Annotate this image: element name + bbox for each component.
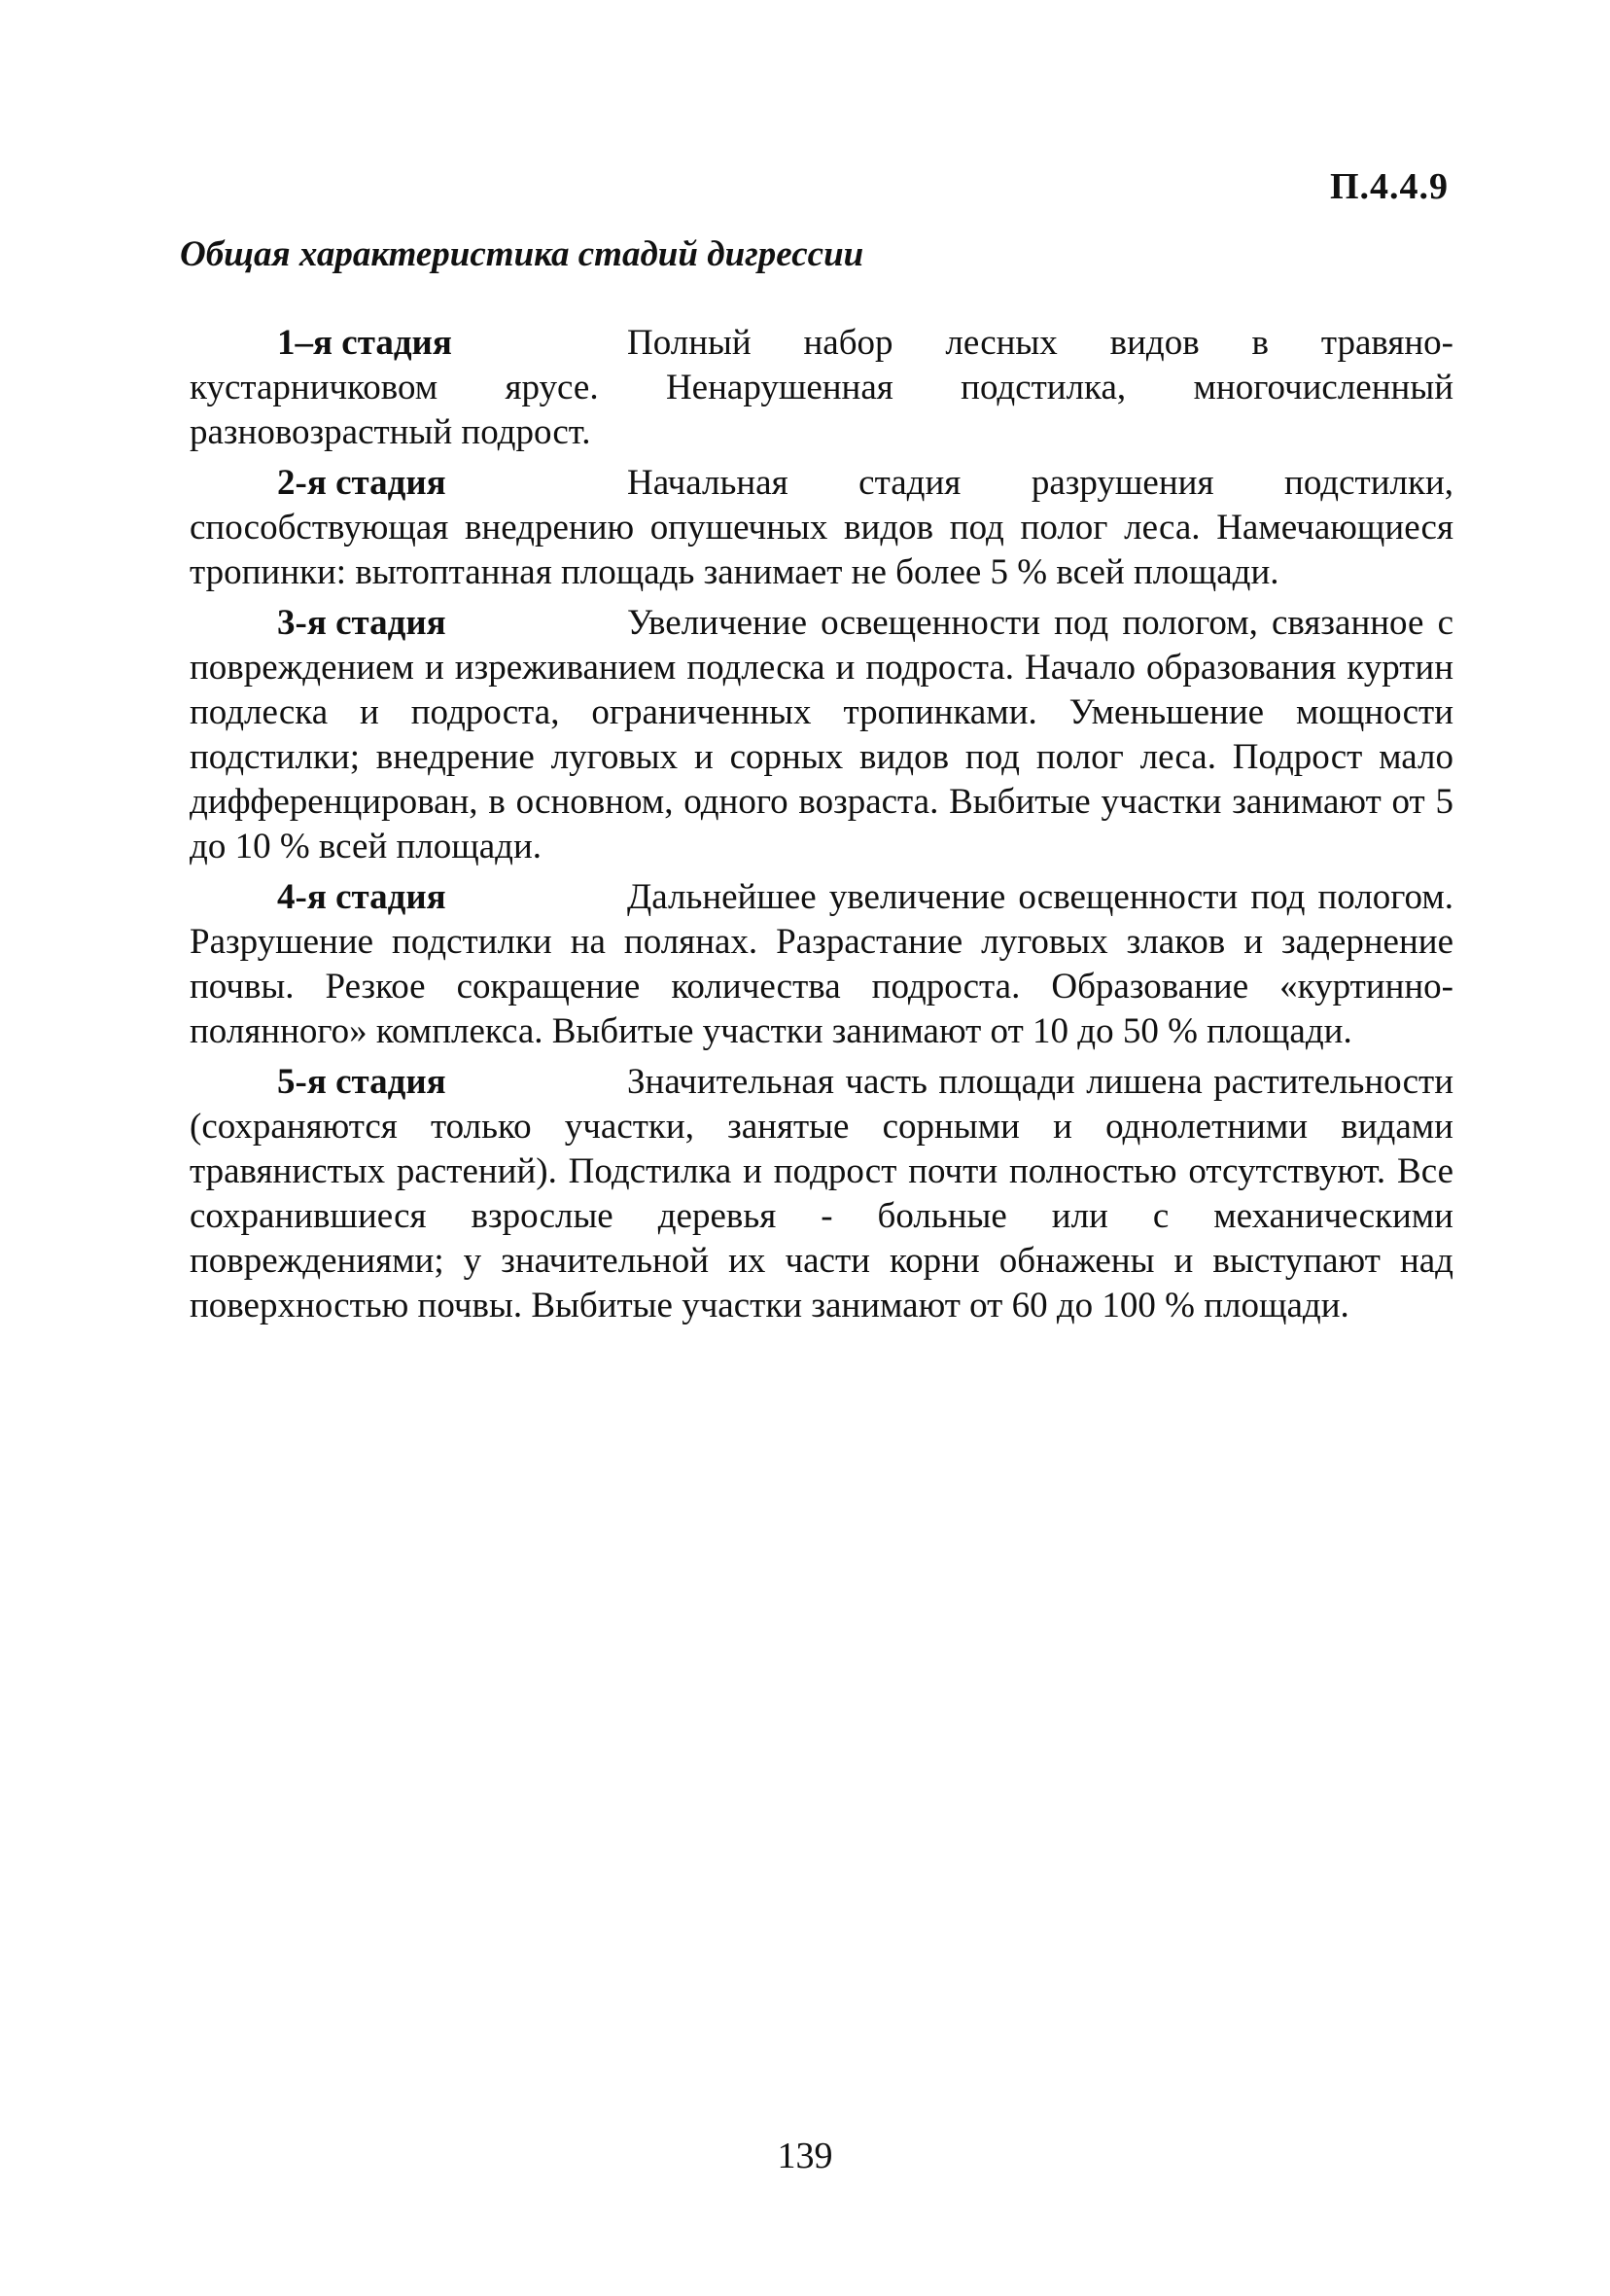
stage-label: 2-я стадия (277, 463, 446, 503)
stage-label: 3-я стадия (277, 603, 446, 643)
stage-description: Полный набор лесных видов в травяно-кустарничковом ярусе. Ненарушенная подстилка, многочисленный разновозрастный подрост. (190, 323, 1453, 452)
stage-description: Увеличение освещенности под пологом, связанное с повреждением и изреживанием подлеска и подроста. Начало образования куртин подлеска и подроста, ограниченных тропинками. Уменьшение мощности подстилки; внедрение луговых и сорных видов под полог леса. Подрост мало дифференцирован, в основном, одного возраста. Выбитые участки занимают от 5 до 10 % всей площади. (190, 603, 1453, 866)
stage-description: Дальнейшее увеличение освещенности под пологом. Разрушение подстилки на полянах. Разрастание луговых злаков и задернение почвы. Резкое сокращение количества подроста. Образование «куртинно-полянного» комплекса. Выбитые участки занимают от 10 до 50 % площади. (190, 877, 1453, 1051)
stage-label: 4-я стадия (277, 877, 446, 917)
page-title: Общая характеристика стадий дигрессии (180, 234, 864, 274)
stage-description: Начальная стадия разрушения подстилки, способствующая внедрению опушечных видов под полог леса. Намечающиеся тропинки: вытоптанная площадь занимает не более 5 % всей площади. (190, 463, 1453, 592)
stage-item-2 (190, 461, 1453, 595)
stage-item-5 (190, 1060, 1453, 1328)
stage-item-1 (190, 321, 1453, 455)
stage-label: 5-я стадия (277, 1062, 446, 1102)
section-reference: П.4.4.9 (1329, 166, 1449, 207)
stage-item-4 (190, 875, 1453, 1054)
stage-list (190, 321, 1453, 1334)
stage-item-3 (190, 601, 1453, 869)
stage-description: Значительная часть площади лишена растительности (сохраняются только участки, занятые сорными и однолетними видами травянистых растений). Подстилка и подрост почти полностью отсутствуют. Все сохранившиеся взрослые деревья - больные или с механическими повреждениями; у значительной их части корни обнажены и выступают над поверхностью почвы. Выбитые участки занимают от 60 до 100 % площади. (190, 1062, 1453, 1325)
page-number: 139 (777, 2136, 833, 2176)
stage-label: 1–я стадия (277, 323, 452, 363)
